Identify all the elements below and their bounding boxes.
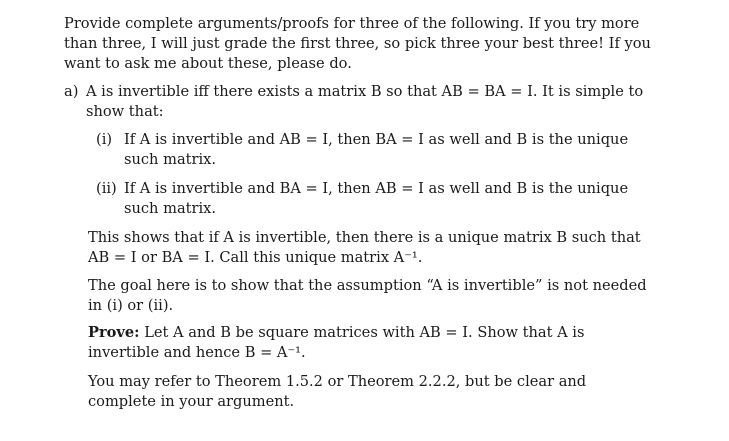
uniqueness-paragraph: This shows that if A is invertible, then there is a unique matrix B such that AB = I or BA = I. Call this unique matrix A⁻¹. <box>88 229 641 266</box>
subitem-ii-number: (ii) <box>96 180 117 197</box>
subitem-i-number: (i) <box>96 131 113 148</box>
reference-paragraph: You may refer to Theorem 1.5.2 or Theorem 2.2.2, but be clear and complete in your argument. <box>88 373 587 410</box>
prove-label: Prove: <box>88 324 140 341</box>
problem-a-statement: A is invertible iff there exists a matrix B so that AB = BA = I. It is simple to show that: <box>86 83 644 120</box>
prove-text: Let A and B be square matrices with AB = I. Show that A is invertible and hence B = A⁻¹. <box>88 324 585 361</box>
problem-a-label: a) <box>64 83 79 100</box>
subitem-ii-text: If A is invertible and BA = I, then AB = I as well and B is the unique such matrix. <box>124 180 629 217</box>
instructions-paragraph: Provide complete arguments/proofs for three of the following. If you try more than three, I will just grade the first three, so pick three your best three! If you want to ask me about these, please do. <box>64 15 651 72</box>
subitem-i-text: If A is invertible and AB = I, then BA = I as well and B is the unique such matrix. <box>124 131 629 168</box>
prove-paragraph <box>88 323 658 363</box>
goal-paragraph: The goal here is to show that the assumption “A is invertible” is not needed in (i) or (ii). <box>88 277 647 314</box>
